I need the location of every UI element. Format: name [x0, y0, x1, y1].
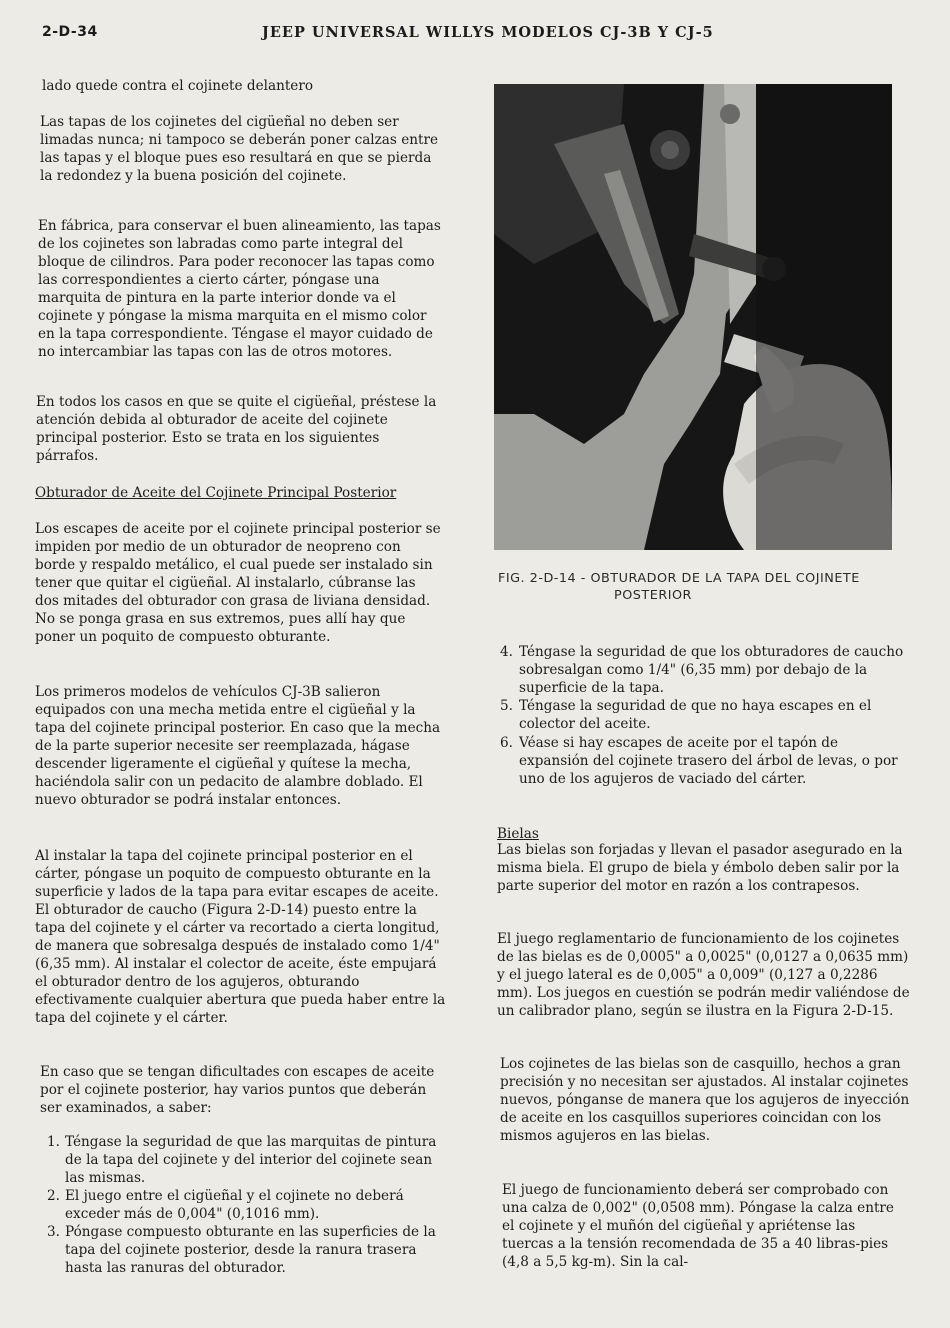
paragraph-leak-difficulties: En caso que se tengan dificultades con escapes de aceite por el cojinete posterior, hay varios puntos que deberán ser examinados, a saber: [40, 1064, 435, 1116]
paragraph-continuation: lado quede contra el cojinete delantero [42, 78, 314, 94]
paragraph-bearing-shells: Los cojinetes de las bielas son de casquillo, hechos a gran precisión y no necesitan ser ajustados. Al instalar cojinetes nuevos, pónganse de manera que los agujeros de inyección de aceite en los casquillos superiores coincidan con los mismos agujeros en las bielas. [500, 1056, 910, 1144]
paragraph-oil-seal: Los escapes de aceite por el cojinete principal posterior se impiden por medio de un obturador de neopreno con borde y respaldo metálico, el cual puede ser instalado sin tener que quitar el cigüeñal. Al instalarlo, cúbranse las dos mitades del obturador con grasa de liviana densidad. No se ponga grasa en sus extremos, pues allí hay que poner un poquito de compuesto obturante. [35, 521, 441, 645]
paragraph-factory-alignment: En fábrica, para conservar el buen alineamiento, las tapas de los cojinetes son labradas como parte integral del bloque de cilindros. Para poder reconocer las tapas como las correspondientes a cierto cárter, póngase una marquita de pintura en la parte interior donde va el cojinete y póngase la misma marquita en el mismo color en la tapa correspondiente. Téngase el mayor cuidado de no intercambiar las tapas con las de otros motores. [38, 218, 441, 360]
list-item-text: Véase si hay escapes de aceite por el tapón de expansión del cojinete trasero del árbol de levas, o por uno de los agujeros de vaciado del cárter. [519, 735, 898, 787]
list-item-number: 1. [47, 1134, 60, 1150]
list-item-text: Téngase la seguridad de que no haya escapes en el colector del aceite. [519, 698, 872, 732]
list-item-text: El juego entre el cigüeñal y el cojinete no deberá exceder más de 0,004" (0,1016 mm). [65, 1188, 404, 1222]
section-heading-bielas: Bielas [497, 826, 539, 842]
list-item-number: 5. [500, 698, 513, 714]
list-item [47, 1133, 451, 1187]
figure-caption [498, 570, 918, 604]
paragraph-install-cap: Al instalar la tapa del cojinete principal posterior en el cárter, póngase un poquito de compuesto obturante en la superficie y lados de la tapa para evitar escapes de aceite. El obturador de caucho (Figura 2-D-14) puesto entre la tapa del cojinete y el cárter va recortado a cierta longitud, de manera que sobresalga después de instalado como 1/4" (6,35 mm). Al instalar el colector de aceite, éste empujará el obturador dentro de los agujeros, obturando efectivamente cualquier abertura que pueda haber entre la tapa del cojinete y el cárter. [35, 848, 446, 1026]
paragraph-early-models: Los primeros modelos de vehículos CJ-3B salieron equipados con una mecha metida entre el cigüeñal y la tapa del cojinete principal posterior. En caso que la mecha de la parte superior necesite ser reemplazada, hágase descender ligeramente el cigüeñal y quítese la mecha, haciéndola salir con un pedacito de alambre doblado. El nuevo obturador se podrá instalar entonces. [35, 684, 441, 808]
caption-line-1: FIG. 2-D-14 - OBTURADOR DE LA TAPA DEL COJINETE [498, 571, 860, 586]
list-item-number: 3. [47, 1224, 60, 1240]
section-heading-oil-seal: Obturador de Aceite del Cojinete Principal Posterior [35, 485, 397, 501]
figure-photo [494, 84, 892, 550]
list-item [500, 697, 910, 733]
running-title: JEEP UNIVERSAL WILLYS MODELOS CJ-3B Y CJ-5 [262, 24, 714, 41]
paragraph-bielas-forged: Las bielas son forjadas y llevan el pasador asegurado en la misma biela. El grupo de biela y émbolo deben salir por la parte superior del motor en razón a los contrapesos. [497, 842, 903, 894]
seal-installation-photo [494, 84, 892, 550]
page-number: 2-D-34 [42, 24, 98, 40]
list-item-number: 6. [500, 735, 513, 751]
list-item [47, 1223, 457, 1277]
paragraph-crankshaft-removal: En todos los casos en que se quite el cigüeñal, préstese la atención debida al obturador de aceite del cojinete principal posterior. Esto se trata en los siguientes párrafos. [36, 394, 437, 464]
paragraph-bearing-clearance: El juego reglamentario de funcionamiento de los cojinetes de las bielas es de 0,0005" a 0,0025" (0,0127 a 0,0635 mm) y el juego lateral es de 0,005" a 0,009" (0,127 a 0,2286 mm). Los juegos en cuestión se podrán medir valiéndose de un calibrador plano, según se ilustra en la Figura 2-D-15. [497, 931, 910, 1019]
paragraph-shim-check: El juego de funcionamiento deberá ser comprobado con una calza de 0,002" (0,0508 mm). Póngase la calza entre el cojinete y el muñón del cigüeñal y apriétense las tuercas a la tensión recomendada de 35 a 40 libras-pies (4,8 a 5,5 kg-m). Sin la cal- [502, 1182, 894, 1270]
list-item [500, 643, 910, 697]
list-item-number: 2. [47, 1188, 60, 1204]
list-item-text: Téngase la seguridad de que las marquitas de pintura de la tapa del cojinete y del interior del cojinete sean las mismas. [65, 1134, 437, 1186]
list-item-text: Póngase compuesto obturante en las superficies de la tapa del cojinete posterior, desde la ranura trasera hasta las ranuras del obturador. [65, 1224, 436, 1276]
list-item-text: Téngase la seguridad de que los obturadores de caucho sobresalgan como 1/4" (6,35 mm) por debajo de la superficie de la tapa. [519, 644, 904, 696]
list-item [47, 1187, 457, 1223]
list-item [500, 734, 910, 788]
paragraph-caps-filing: Las tapas de los cojinetes del cigüeñal no deben ser limadas nunca; ni tampoco se deberán poner calzas entre las tapas y el bloque pues eso resultará en que se pierda la redondez y la buena posición del cojinete. [40, 114, 439, 184]
list-item-number: 4. [500, 644, 513, 660]
caption-line-2: POSTERIOR [614, 588, 692, 603]
